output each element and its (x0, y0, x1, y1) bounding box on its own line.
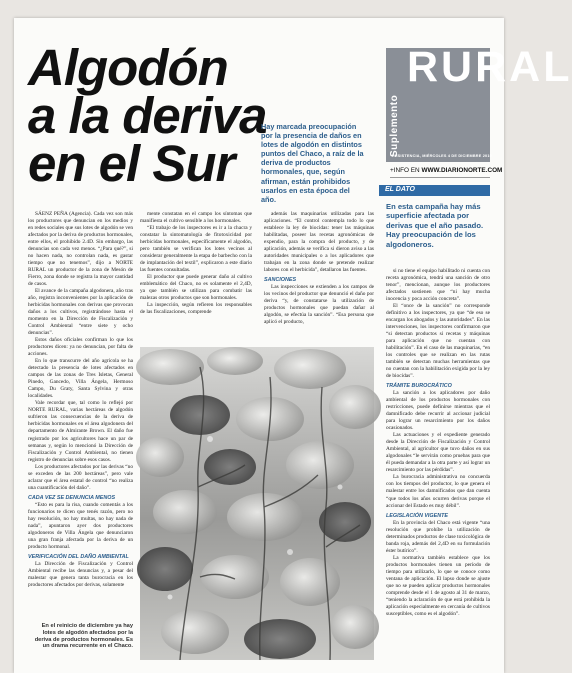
paragraph: Estos daños oficiales confirman lo que los productores dicen: ya no denuncian, por falta de acciones. (28, 337, 133, 358)
supplement-date: RESISTENCIA, MIÉRCOLES 4 DE DICIEMBRE 2019 (392, 154, 492, 158)
lead-paragraph: Hay marcada preocupación por la presencia de daños en lotes de algodón en distintos puntos del Chaco, a raíz de la deriva de productos hormonales, que, según afirman, están prohibidos usarlos en esta época del año. (261, 122, 364, 204)
dato-text: En esta campaña hay más superficie afectada por derivas que el año pasado. Hay preocupación de los algodoneros. (386, 202, 484, 249)
subheading: TRÁMITE BUROCRÁTICO (386, 383, 452, 390)
info-site: WWW.DIARIONORTE.COM (421, 167, 503, 174)
cotton-photo (140, 347, 374, 660)
paragraph: En la provincia del Chaco está vigente “una resolución que prohíbe la utilización de determinados productos de clase toxicológica de banda roja, además del 2,4D en su formulación éster butírico”. (386, 519, 490, 554)
article-column-4 (386, 268, 490, 618)
paragraph: Los productores afectados por las derivas “no se exceden de las 200 hectáreas”, pero vale aclarar que el área estatal de control “no realiza una cuantificación del daño”. (28, 463, 133, 491)
paragraph: La sanción a los aplicadores por daño ambiental de los productos hormonales con restricciones, puede definirse mientras que el damnificado debe recurrir al accionar judicial para lograr un resarcimiento por los daños ocasionados. (386, 390, 490, 432)
newspaper-page (14, 18, 572, 673)
info-link[interactable] (390, 167, 502, 174)
dato-label: EL DATO (385, 186, 415, 193)
subheading: CADA VEZ SE DENUNCIA MENOS (28, 494, 116, 501)
article-column-1 (28, 211, 133, 589)
paragraph: Vale recordar que, tal como lo reflejó por NORTE RURAL, varias hectáreas de algodón sufrieron las consecuencias de la deriva de herbicidas hormonales en el área algodonera del departamento de Almirante Brown. El daño fue registrado por los agricultores hace un par de semanas y, según lo mencionó la Dirección de Fiscalización y Control Ambiental, no tienen registro de denuncias sobre esos casos. (28, 400, 133, 463)
supplement-vertical-label: Suplemento (389, 94, 400, 157)
article-column-3 (264, 211, 374, 326)
paragraph: SÁENZ PEÑA (Agencia). Cada vez son más los productores que denuncian en los medios y en redes sociales que sus lotes de algodón se ven afectados por la deriva de productos hormonales, entre ellos, el prohibido 2.4D. Sin embargo, las denuncias son cada vez menos. “¿Para qué?”, si no hacen nada, no controlan nada, es gastar tiempo que no tenemos”, dijo a NORTE RURAL un productor de la zona de Mesón de Fierro, zona donde se registra la mayor cantidad de casos. (28, 211, 133, 288)
paragraph: si no tiene el equipo habilitado ni cuenta con receta agronómica, tendrá una sanción de otro tenor”, mencionan, aunque los productores afectados sostienen que “ni hay mucha inocencia y poca acción concreta”. (386, 268, 490, 303)
paragraph: El productor que puede generar daño al cultivo emblemático del Chaco, no es solamente el 2,4D, ya que también se utilizan para combatir las malezas otros productos que son hormonales. (140, 274, 252, 302)
paragraph: La burocracia administrativa no concuerda con los tiempos del productor, lo que genera el malestar entre los damnificados que dan cuenta “que todos los años ocurren derivas porque el accionar del Estado es muy débil”. (386, 474, 490, 509)
supplement-title: RURAL (407, 43, 572, 91)
paragraph: “Esto es para la risa, cuando comentás a los funcionarios te dicen que tenés razón, pero no hay resolución, no hay multas, no hay nada de nada”, apuntaron ayer dos productores algodoneros de Villa Ángela que denunciaron una gran franja afectada por la deriva de un producto hormonal. (28, 501, 133, 550)
paragraph: En lo que transcurre del año agrícola se ha detectado la presencia de lotes afectados en campos de las zonas de Tres Isletas, General Pinedo, Gancedo, Villa Ángela, Hermoso Campo, Du Graty, Santa Sylvina y otras localidades. (28, 358, 133, 400)
article-column-2 (140, 211, 252, 316)
subheading: VERIFICACIÓN DEL DAÑO AMBIENTAL (28, 553, 129, 560)
paragraph: La Dirección de Fiscalización y Control Ambiental recibe las denuncias y, a pesar del malestar que genera tanta burocracia en los productores afectados por derivas, solamente (28, 560, 133, 588)
paragraph: El “once de la sanción” no corresponde definitivo a los inspectores, ya que “de eso se encargan los abogados y las autoridades”. En las intervenciones, los inspectores confirmaron que “si detectan productos si recetas y máquinas para aplicación que no cuentan con habilitación”. En el caso de las maquinarias, “en los controles que se realizan en las rutas también se detectan muchas herramientas que no cuentan con la habilitación exigida por la ley de biocidas”. (386, 303, 490, 380)
paragraph: La normativa también establece que los productos hormonales tienen un período de tiempo para utilizarlo, lo que se conoce como ventana de aplicación. El lapso donde se ajuste que no se pueden aplicar productos hormonales comprende desde el 1 de agosto al 31 de marzo, “teniendo la aclaración de que está prohibida la aplicación especialmente en cercanía de cultivos susceptibles, como es el algodón”. (386, 554, 490, 617)
headline: Algodón a la deriva en el Sur (28, 39, 267, 192)
paragraph: La inspección, según refieren los responsables de las fiscalizaciones, comprende (140, 302, 252, 316)
paragraph: Las inspecciones se extienden a los campos de los vecinos del productor que denunció el daño por deriva “y, de constatarse la utilización de productos hormonales que puedan dañar al algodón, se efectúa la sanción”. “Esa persona que aplicó el producto, (264, 284, 374, 326)
paragraph: “El trabajo de los inspectores es ir a la chacra y constatar la sintomatología de fitotoxicidad por herbicidas hormonales, específicamente el algodón, pero también se verifican los lotes vecinos al considerar generalmente la etapa de barbecho con la de implantación del textil”, explicaron a este diario las fuentes consultadas. (140, 225, 252, 274)
divider (390, 177, 490, 178)
subheading: LEGISLACIÓN VIGENTE (386, 512, 448, 519)
info-prefix: +INFO EN (390, 167, 422, 174)
paragraph: además las maquinarias utilizadas para las aplicaciones. “El control contempla todo lo que establece la ley de biocidas: tener las máquinas habilitadas, poseer las recetas agronómicas de expendio, para la compra del producto, y de aplicación, además se verifica si dieron aviso a las autoridades municipales o a los aplicadores que trabajan en la zona donde se pretende realizar labores con el herbicida”, detallaron las fuentes. (264, 211, 374, 274)
paragraph: Las actuaciones y el expediente generado desde la Dirección de Fiscalización y Control Ambiental, al agricultor que tuvo daños en sus algodonales “le servirán como pruebas para que él pueda demandar a la otra parte y así lograr un resarcimiento por las pérdidas”. (386, 432, 490, 474)
photo-caption: En el reinicio de diciembre ya hay lotes de algodón afectados por la deriva de productos hormonales. Es un drama recurrente en el Chaco. (34, 623, 133, 650)
paragraph: mente constatan en el campo los síntomas que manifiesta el cultivo sensible a los hormonales. (140, 211, 252, 225)
subheading: SANCIONES (264, 277, 297, 284)
paragraph: El avance de la campaña algodonera, año tras año, registra inconvenientes por la aplicación de herbicidas hormonales con derivas que provocan daños a los cultivos, registrándose hasta el momento en la Dirección de Fiscalización y Control Ambiental “entre siete y ocho denuncias”. (28, 288, 133, 337)
